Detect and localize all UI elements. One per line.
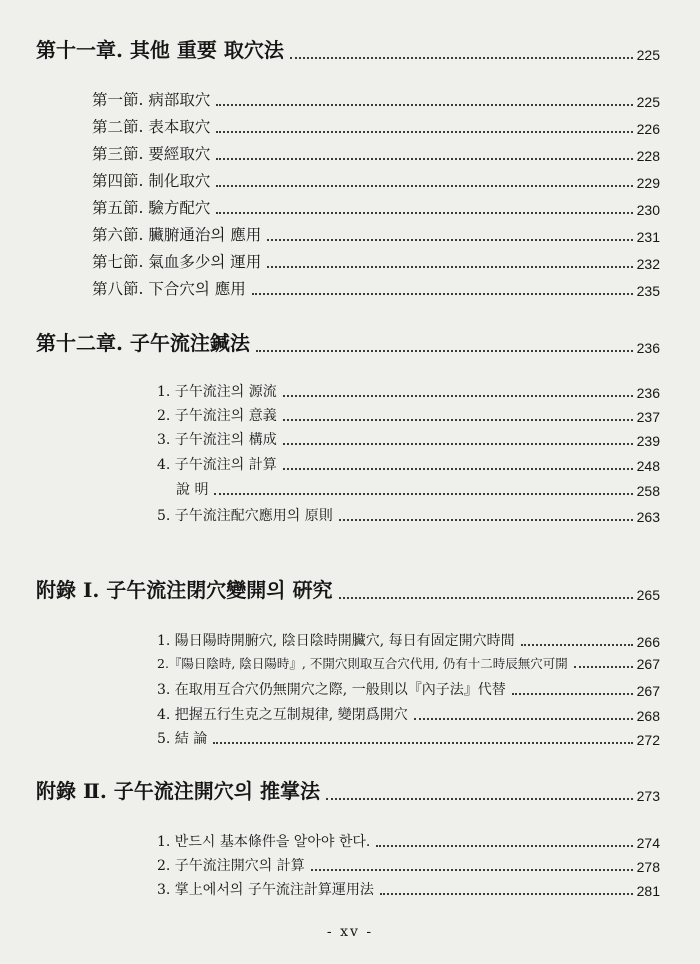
dot-leader [256, 350, 633, 352]
page-number: 225 [636, 47, 660, 63]
dot-leader [213, 742, 632, 744]
item-title: 3. 掌上에서의 子午流注計算運用法 [157, 882, 374, 898]
page-number: 268 [636, 708, 660, 724]
toc-entry-item[interactable] [157, 454, 660, 474]
dot-leader [414, 718, 633, 720]
page-number: 236 [636, 340, 660, 356]
page-number: 263 [636, 509, 660, 525]
section-title: 第一節. 病部取穴 [92, 91, 211, 109]
dot-leader [376, 845, 632, 847]
item-title: 3. 子午流注의 構成 [157, 432, 277, 448]
dot-leader [216, 158, 632, 160]
page-number: 248 [636, 458, 660, 474]
page-number: 231 [636, 229, 660, 245]
page-number: 258 [636, 483, 660, 499]
toc-entry-section-4[interactable] [92, 169, 660, 191]
toc-entry-section-7[interactable] [92, 250, 660, 272]
page-number: 228 [636, 148, 660, 164]
item-title: 4. 把握五行生克之互制規律, 變閉爲開穴 [157, 707, 408, 723]
dot-leader [339, 519, 633, 521]
page-number: 274 [636, 835, 660, 851]
item-title: 3. 在取用互合穴仍無開穴之際, 一般則以『內子法』代替 [157, 682, 506, 698]
dot-leader [339, 597, 633, 599]
page-number: 281 [636, 883, 660, 899]
page-number: 239 [636, 433, 660, 449]
item-title: 2. 子午流注의 意義 [157, 408, 277, 424]
toc-entry-item[interactable] [157, 855, 660, 875]
page-number: 273 [636, 788, 660, 804]
toc-entry-item[interactable] [157, 630, 660, 650]
dot-leader [521, 644, 633, 646]
dot-leader [216, 131, 632, 133]
appendix-title: 附錄 Ⅱ. 子午流注開穴의 推掌法 [36, 779, 321, 803]
toc-entry-item[interactable] [157, 704, 660, 724]
section-title: 第二節. 表本取穴 [92, 118, 211, 136]
item-title: 4. 子午流注의 計算 [157, 457, 277, 473]
toc-entry-item[interactable] [157, 405, 660, 425]
dot-leader [216, 185, 632, 187]
toc-entry-appendix-1[interactable] [36, 574, 660, 603]
dot-leader [283, 395, 633, 397]
dot-leader [283, 443, 633, 445]
chapter-title: 第十一章. 其他 重要 取穴法 [36, 38, 284, 62]
dot-leader [512, 693, 633, 695]
dot-leader [311, 869, 633, 871]
chapter-title: 第十二章. 子午流注鍼法 [36, 331, 250, 355]
dot-leader [267, 239, 632, 241]
section-title: 第六節. 臟腑通治의 應用 [92, 226, 262, 244]
page-number: 272 [636, 732, 660, 748]
toc-entry-item[interactable] [157, 679, 660, 699]
dot-leader [252, 293, 633, 295]
toc-entry-item[interactable] [157, 728, 660, 748]
item-title: 5. 結 論 [157, 731, 208, 747]
dot-leader [574, 666, 633, 668]
page-number: 230 [636, 202, 660, 218]
toc-entry-section-3[interactable] [92, 142, 660, 164]
item-title: 1. 陽日陽時開腑穴, 陰日陰時開臟穴, 每日有固定開穴時間 [157, 633, 515, 649]
page-number: 236 [636, 385, 660, 401]
appendix-title: 附錄 Ⅰ. 子午流注閉穴變開의 硏究 [36, 578, 333, 602]
toc-entry-item[interactable] [157, 505, 660, 525]
item-title: 1. 子午流注의 源流 [157, 384, 277, 400]
dot-leader [290, 57, 633, 59]
item-title: 1. 반드시 基本條件을 알아야 한다. [157, 834, 371, 850]
toc-entry-item[interactable] [157, 654, 660, 672]
section-title: 第五節. 驗方配穴 [92, 199, 211, 217]
section-title: 第七節. 氣血多少의 運用 [92, 253, 262, 271]
item-title: 2. 子午流注開穴의 計算 [157, 858, 305, 874]
item-title: 2.『陽日陰時, 陰日陽時』, 不開穴則取互合穴代用, 仍有十二時辰無穴可開 [157, 656, 568, 671]
page-number: 267 [636, 656, 660, 672]
page-number: 237 [636, 409, 660, 425]
dot-leader [216, 212, 632, 214]
page-number: 225 [636, 94, 660, 110]
page-number: 267 [636, 683, 660, 699]
toc-entry-section-1[interactable] [92, 88, 660, 110]
page-number: 265 [636, 587, 660, 603]
dot-leader [216, 104, 632, 106]
item-title: 5. 子午流注配穴應用의 原則 [157, 508, 333, 524]
toc-entry-item[interactable] [176, 479, 660, 499]
dot-leader [283, 468, 633, 470]
page-number: 266 [636, 634, 660, 650]
toc-entry-item[interactable] [157, 381, 660, 401]
toc-entry-item[interactable] [157, 879, 660, 899]
page-number: 229 [636, 175, 660, 191]
page-number: 235 [636, 283, 660, 299]
page-number: 226 [636, 121, 660, 137]
dot-leader [326, 798, 633, 800]
toc-entry-appendix-2[interactable] [36, 775, 660, 804]
dot-leader [267, 266, 632, 268]
toc-entry-chapter-12[interactable] [36, 327, 660, 356]
item-title: 說 明 [176, 482, 209, 498]
page-footer-number: - xv - [326, 924, 374, 940]
toc-entry-section-5[interactable] [92, 196, 660, 218]
section-title: 第四節. 制化取穴 [92, 172, 211, 190]
toc-entry-section-2[interactable] [92, 115, 660, 137]
page-number: 278 [636, 859, 660, 875]
dot-leader [214, 493, 632, 495]
section-title: 第三節. 要經取穴 [92, 145, 211, 163]
toc-entry-section-8[interactable] [92, 277, 660, 299]
toc-entry-item[interactable] [157, 831, 660, 851]
toc-entry-item[interactable] [157, 429, 660, 449]
toc-entry-chapter-11[interactable] [36, 34, 660, 63]
toc-entry-section-6[interactable] [92, 223, 660, 245]
section-title: 第八節. 下合穴의 應用 [92, 280, 246, 298]
dot-leader [380, 893, 633, 895]
dot-leader [283, 419, 633, 421]
page-number: 232 [636, 256, 660, 272]
